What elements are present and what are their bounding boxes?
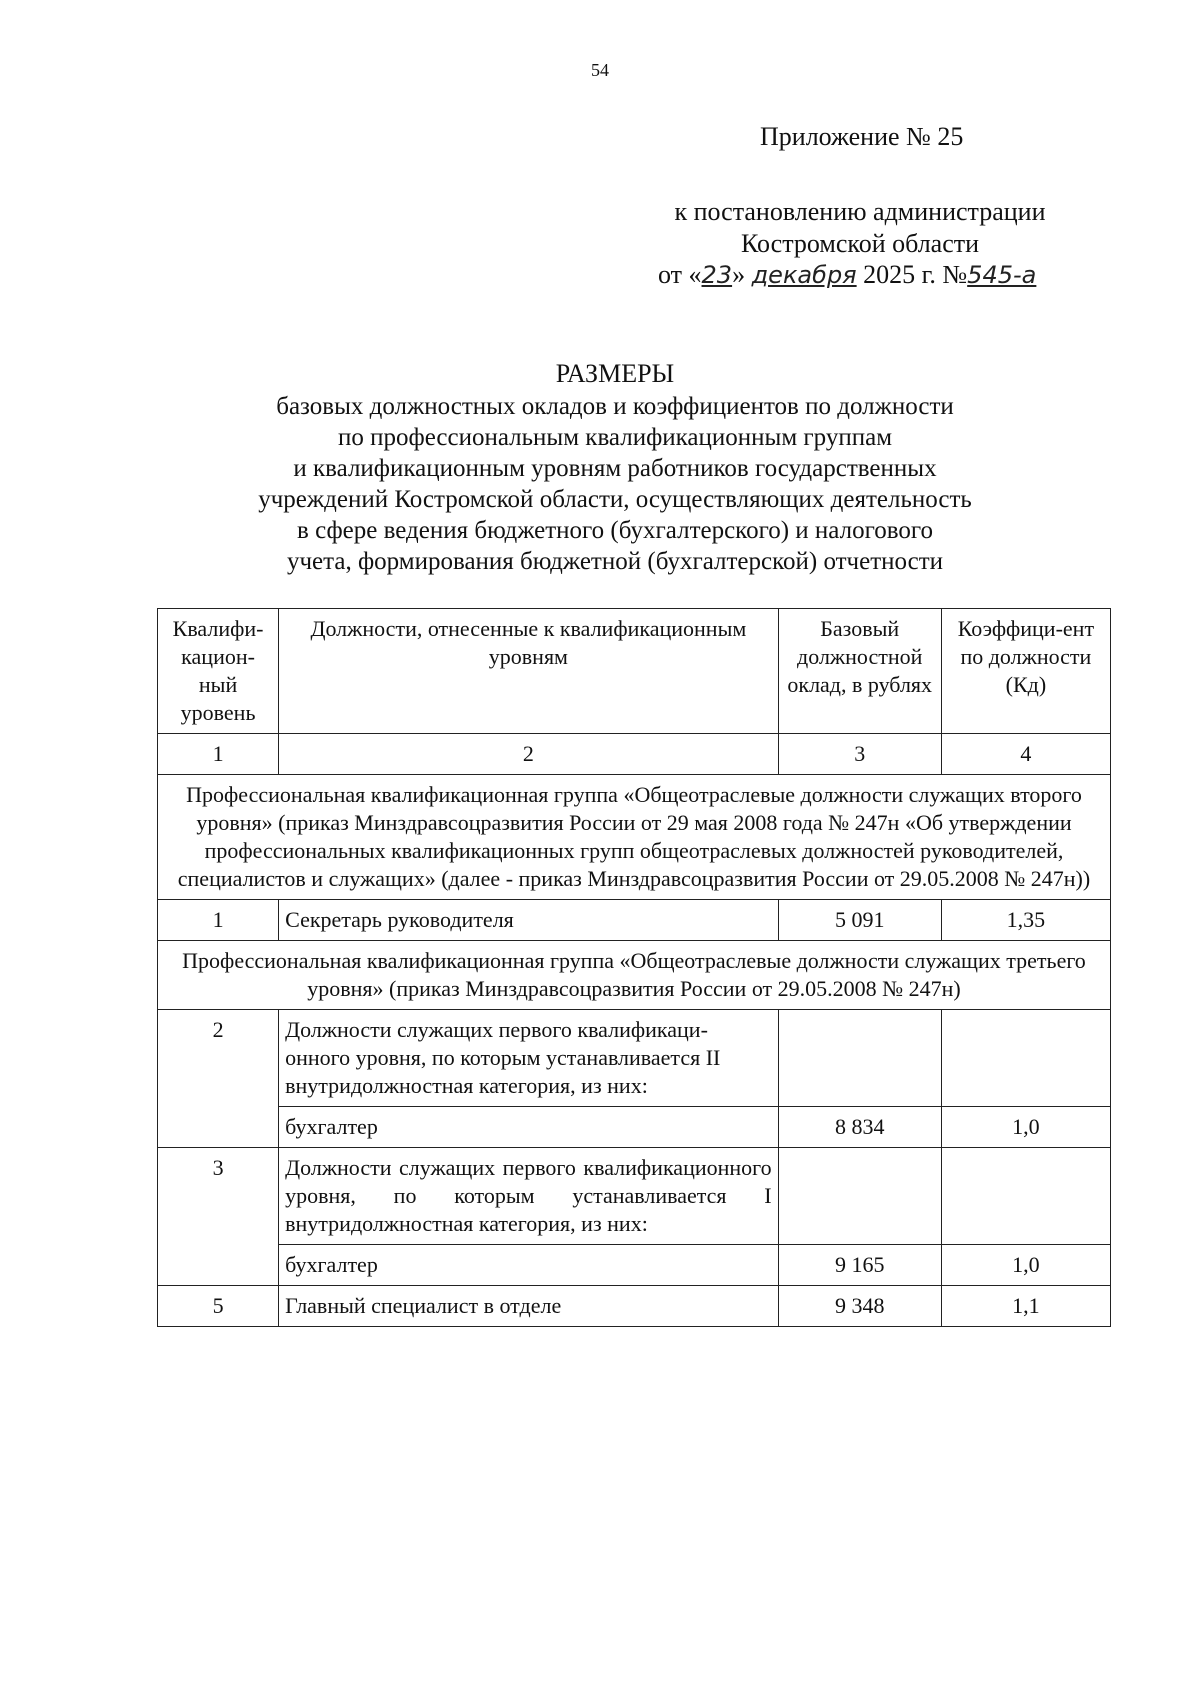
group-title-1: Профессиональная квалификационная группа «Общеотраслевые должности служащих второго уровня» (приказ Минздравсоцразвития России от 29 мая 2008 года № 247н «Об утверждении профессиональных квалификационных групп общеотраслевых должностей руководителей, специалистов и служащих» (далее - приказ Минздравсоцразвития России от 29.05.2008 № 247н)): [158, 775, 1111, 900]
cell-salary: 9 165: [778, 1245, 941, 1286]
header-salary: Базовый должностной оклад, в рублях: [778, 609, 941, 734]
title-line: в сфере ведения бюджетного (бухгалтерского) и налогового: [297, 517, 933, 544]
column-number: 4: [941, 734, 1110, 775]
title-line: учета, формирования бюджетной (бухгалтерской) отчетности: [286, 548, 944, 575]
decree-reference: [640, 196, 1080, 260]
cell-level: 3: [158, 1148, 279, 1286]
cell-coefficient: 1,35: [941, 900, 1110, 941]
table-row: [158, 1245, 1111, 1286]
cell-salary: [778, 1010, 941, 1107]
header-coefficient: Коэффици-ент по должности (Кд): [941, 609, 1110, 734]
header-level: Квалифи-кацион-ный уровень: [158, 609, 279, 734]
cell-position: Должности служащих первого квалификационного уровня, по которым устанавливается I внутридолжностная категория, из них:: [279, 1148, 779, 1245]
title-line: и квалификационным уровням работников государственных: [293, 455, 937, 482]
title-main: РАЗМЕРЫ: [555, 359, 675, 388]
cell-salary: 9 348: [778, 1286, 941, 1327]
cell-salary: 8 834: [778, 1107, 941, 1148]
cell-salary: [778, 1148, 941, 1245]
decree-mid: »: [732, 260, 746, 289]
page-number: 54: [591, 60, 609, 80]
group-row: [158, 775, 1111, 900]
column-number: 2: [279, 734, 779, 775]
cell-coefficient: 1,0: [941, 1107, 1110, 1148]
header-positions: Должности, отнесенные к квалификационным уровням: [279, 609, 779, 734]
column-number: 1: [158, 734, 279, 775]
handwritten-month: декабря: [751, 261, 857, 289]
cell-coefficient: [941, 1010, 1110, 1107]
table-row: [158, 1286, 1111, 1327]
handwritten-day: 23: [701, 261, 733, 289]
decree-year: 2025 г. №: [863, 260, 968, 289]
cell-coefficient: 1,1: [941, 1286, 1110, 1327]
title-line: по профессиональным квалификационным группам: [337, 424, 893, 451]
table-row: [158, 1148, 1111, 1245]
cell-position: бухгалтер: [279, 1245, 779, 1286]
annex-label: Приложение № 25: [760, 122, 964, 151]
table-row: [158, 1010, 1111, 1107]
table-row: [158, 1107, 1111, 1148]
cell-position: бухгалтер: [279, 1107, 779, 1148]
cell-coefficient: 1,0: [941, 1245, 1110, 1286]
cell-level: 1: [158, 900, 279, 941]
cell-position: Главный специалист в отделе: [279, 1286, 779, 1327]
group-row: [158, 941, 1111, 1010]
salary-table: [157, 608, 1111, 1327]
table-row: [158, 900, 1111, 941]
cell-salary: 5 091: [778, 900, 941, 941]
title-line: базовых должностных окладов и коэффициентов по должности: [276, 393, 954, 420]
handwritten-number: 545-а: [967, 261, 1037, 289]
decree-line-2: Костромской области: [740, 229, 980, 258]
decree-line-1: к постановлению администрации: [674, 197, 1046, 226]
table-header-row: [158, 609, 1111, 734]
cell-coefficient: [941, 1148, 1110, 1245]
column-number: 3: [778, 734, 941, 775]
cell-position: Секретарь руководителя: [279, 900, 779, 941]
decree-date-line: [658, 260, 1036, 290]
cell-level: 2: [158, 1010, 279, 1148]
document-title: [150, 358, 1080, 577]
decree-prefix: от «: [658, 260, 702, 289]
title-line: учреждений Костромской области, осуществляющих деятельность: [258, 486, 972, 513]
group-title-2: Профессиональная квалификационная группа «Общеотраслевые должности служащих третьего уровня» (приказ Минздравсоцразвития России от 29.05.2008 № 247н): [158, 941, 1111, 1010]
column-number-row: [158, 734, 1111, 775]
cell-position: Должности служащих первого квалификаци-онного уровня, по которым устанавливается II внутридолжностная категория, из них:: [279, 1010, 779, 1107]
cell-level: 5: [158, 1286, 279, 1327]
